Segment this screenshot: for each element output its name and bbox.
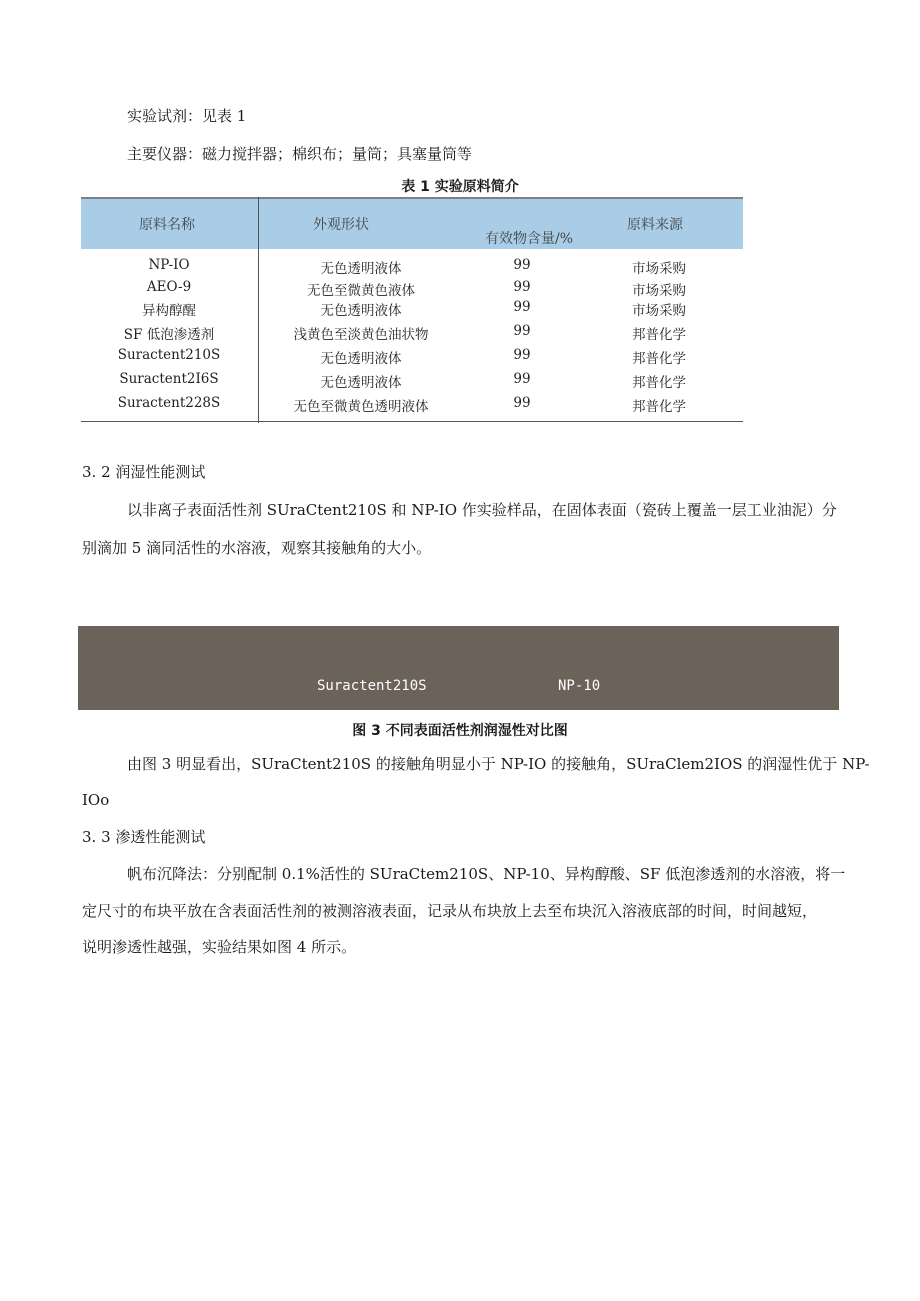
- cell-source: 邦普化学: [632, 375, 686, 391]
- cell-source: 邦普化学: [632, 351, 686, 367]
- cell-source: 市场采购: [632, 303, 686, 319]
- column-divider: [258, 197, 259, 423]
- cell-name: SF 低泡渗透剂: [123, 327, 215, 343]
- section-3-2-heading: 3. 2 润湿性能测试: [82, 463, 206, 481]
- cell-name: AEO-9: [146, 279, 192, 295]
- cell-content: 99: [513, 371, 531, 387]
- cell-content: 99: [513, 299, 531, 315]
- cell-content: 99: [513, 323, 531, 339]
- materials-table: [81, 197, 743, 423]
- cell-content: 99: [513, 395, 531, 411]
- after-figure-line1: 由图 3 明显看出，SUraCtent210S 的接触角明显小于 NP-IO 的接触角，SUraClem2IOS 的润湿性优于 NP-: [127, 755, 870, 773]
- cell-name: Suractent228S: [117, 395, 221, 411]
- instruments-line: 主要仪器：磁力搅拌器；棉织布；量筒；具塞量筒等: [127, 145, 473, 163]
- figure-3-image: [78, 626, 839, 710]
- section-3-2-para-line1: 以非离子表面活性剂 SUraCtent210S 和 NP-IO 作实验样品，在固体表面（瓷砖上覆盖一层工业油泥）分: [127, 501, 837, 519]
- table-caption: 表 1 实验原料简介: [401, 179, 519, 195]
- cell-source: 市场采购: [632, 261, 686, 277]
- cell-name: Suractent210S: [117, 347, 221, 363]
- after-figure-line2: IOo: [82, 791, 110, 809]
- cell-appearance: 无色透明液体: [320, 351, 402, 367]
- reagents-line: 实验试剂：见表 1: [127, 107, 247, 125]
- section-3-2-para-line2: 别滴加 5 滴同活性的水溶液，观察其接触角的大小。: [82, 539, 432, 557]
- section-3-3-para-line3: 说明渗透性越强，实验结果如图 4 所示。: [82, 938, 357, 956]
- section-3-3-para-line1: 帆布沉降法：分别配制 0.1%活性的 SUraCtem210S、NP-10、异构醇酸、SF 低泡渗透剂的水溶液，将一: [127, 865, 846, 883]
- header-content: 有效物含量/%: [485, 231, 574, 247]
- cell-name: Suractent2I6S: [119, 371, 219, 387]
- cell-content: 99: [513, 347, 531, 363]
- cell-source: 邦普化学: [632, 399, 686, 415]
- cell-source: 邦普化学: [632, 327, 686, 343]
- cell-content: 99: [513, 279, 531, 295]
- figure-3-caption: 图 3 不同表面活性剂润湿性对比图: [352, 723, 568, 739]
- cell-name: 异构醇醒: [142, 303, 196, 319]
- cell-content: 99: [513, 257, 531, 273]
- figure-label-suractent210s: Suractent210S: [317, 678, 427, 694]
- section-3-3-heading: 3. 3 渗透性能测试: [82, 828, 206, 846]
- header-appearance: 外观形状: [313, 217, 369, 233]
- cell-appearance: 无色透明液体: [320, 303, 402, 319]
- header-material-name: 原料名称: [139, 217, 195, 233]
- cell-appearance: 无色至微黄色透明液体: [293, 399, 429, 415]
- table-bottom-rule: [81, 421, 743, 422]
- cell-appearance: 无色至微黄色液体: [307, 283, 415, 299]
- cell-source: 市场采购: [632, 283, 686, 299]
- figure-label-np10: NP-10: [558, 678, 601, 694]
- section-3-3-para-line2: 定尺寸的布块平放在含表面活性剂的被测溶液表面，记录从布块放上去至布块沉入溶液底部的时间，时间越短，: [82, 902, 818, 920]
- cell-appearance: 浅黄色至淡黄色油状物: [293, 327, 429, 343]
- header-source: 原料来源: [627, 217, 683, 233]
- cell-appearance: 无色透明液体: [320, 261, 402, 277]
- cell-name: NP-IO: [148, 257, 190, 273]
- cell-appearance: 无色透明液体: [320, 375, 402, 391]
